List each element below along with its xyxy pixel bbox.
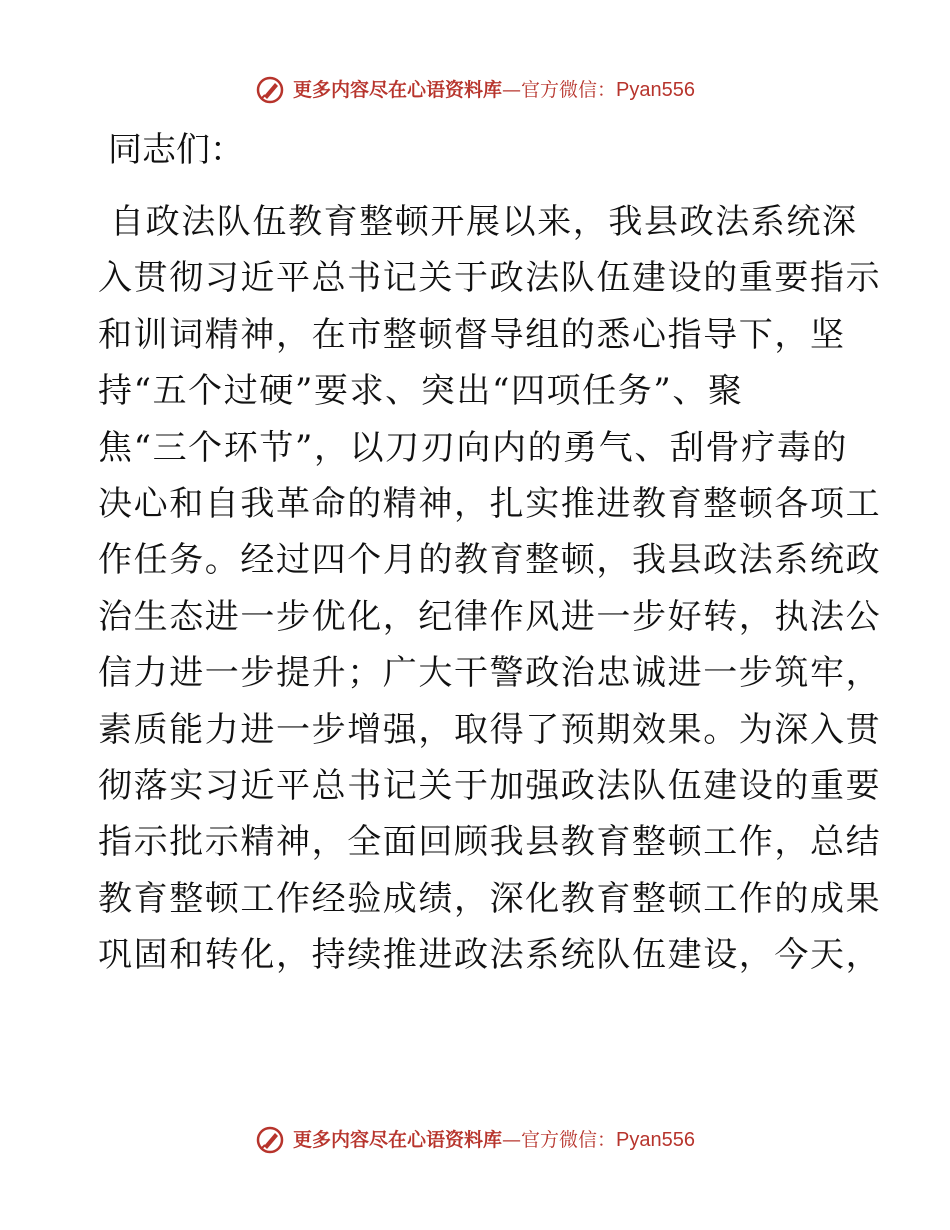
watermark-separator: — [502,79,522,101]
watermark-site: 更多内容尽在心语资料库 [293,1129,503,1151]
text-line: 信力进一步提升；广大干警政治忠诚进一步筑牢， [98,653,882,694]
text-line: 巩固和转化，持续推进政法系统队伍建设，今天， [98,935,882,976]
watermark-site: 更多内容尽在心语资料库 [293,79,503,101]
pen-logo-icon [255,1125,285,1155]
text-line: 治生态进一步优化，纪律作风进一步好转，执法公 [98,596,882,637]
text-line: 焦“三个环节”，以刀刃向内的勇气、刮骨疗毒的 [98,427,848,468]
watermark-separator: — [502,1129,522,1151]
footer-watermark [0,1122,950,1158]
watermark-label: 官方微信： [521,1129,617,1151]
watermark-text [293,1130,695,1150]
text-line: 自政法队伍教育整顿开展以来，我县政法系统深 [110,202,858,242]
text-line: 指示批示精神，全面回顾我县教育整顿工作，总结 [98,822,882,863]
watermark-text [293,80,695,100]
watermark-id: Pyan556 [616,79,695,101]
text-line: 入贯彻习近平总书记关于政法队伍建设的重要指示 [98,258,882,299]
document-body [98,194,882,983]
text-line: 决心和自我革命的精神，扎实推进教育整顿各项工 [98,483,882,524]
text-line: 和训词精神，在市整顿督导组的悉心指导下，坚 [98,314,846,355]
text-line: 持“五个过硬”要求、突出“四项任务”、聚 [98,371,744,412]
text-line: 彻落实习近平总书记关于加强政法队伍建设的重要 [98,765,882,806]
text-line: 作任务。经过四个月的教育整顿，我县政法系统政 [98,540,882,581]
pen-logo-icon [255,75,285,105]
text-line: 教育整顿工作经验成绩，深化教育整顿工作的成果 [98,878,882,919]
watermark-label: 官方微信： [521,79,617,101]
header-watermark [0,72,950,108]
greeting: 同志们： [108,130,244,170]
watermark-id: Pyan556 [616,1129,695,1151]
text-line: 素质能力进一步增强，取得了预期效果。为深入贯 [98,709,882,750]
